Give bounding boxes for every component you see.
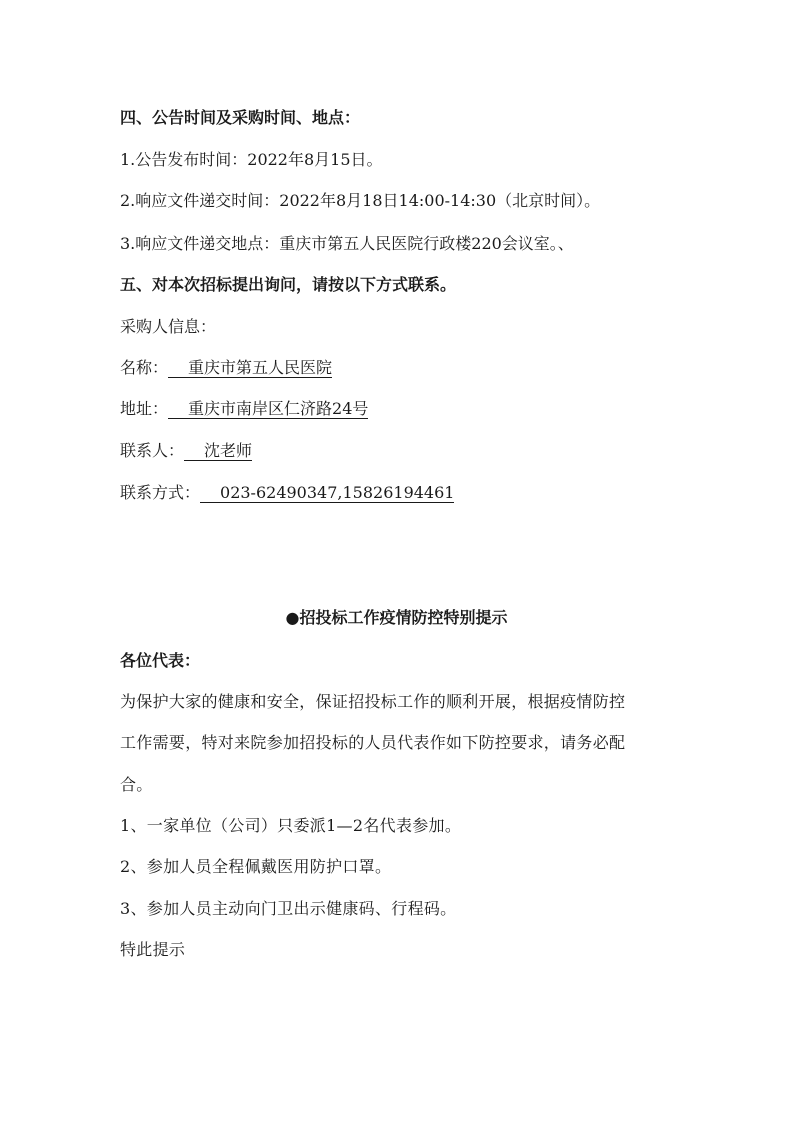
notice-rule-2: 2、参加人员全程佩戴医用防护口罩。 bbox=[120, 857, 392, 876]
announcement-time: 1.公告发布时间：2022年8月15日。 bbox=[120, 150, 383, 169]
phone-label: 联系方式： bbox=[120, 483, 201, 502]
purchaser-phone-row bbox=[120, 483, 454, 503]
section4-heading: 四、公告时间及采购时间、地点： bbox=[120, 108, 361, 127]
name-label: 名称： bbox=[120, 358, 169, 377]
purchaser-info-label: 采购人信息： bbox=[120, 317, 217, 336]
submission-time: 2.响应文件递交时间：2022年8月18日14:00-14:30（北京时间）。 bbox=[120, 191, 601, 210]
notice-rule-1: 1、一家单位（公司）只委派1—2名代表参加。 bbox=[120, 816, 462, 835]
notice-paragraph-line-3: 合。 bbox=[120, 775, 153, 794]
notice-paragraph-line-1: 为保护大家的健康和安全，保证招投标工作的顺利开展，根据疫情防控 bbox=[120, 692, 626, 711]
notice-greeting: 各位代表： bbox=[120, 651, 201, 670]
address-value: 重庆市南岸区仁济路24号 bbox=[168, 399, 368, 419]
phone-value: 023-62490347,15826194461 bbox=[200, 483, 454, 503]
purchaser-address-row bbox=[120, 399, 368, 419]
section5-heading: 五、对本次招标提出询问，请按以下方式联系。 bbox=[120, 275, 457, 294]
contact-label: 联系人： bbox=[120, 441, 185, 460]
contact-value: 沈老师 bbox=[184, 441, 252, 461]
address-label: 地址： bbox=[120, 399, 169, 418]
notice-title: ●招投标工作疫情防控特别提示 bbox=[285, 608, 508, 627]
notice-closing: 特此提示 bbox=[120, 940, 186, 959]
purchaser-name-row bbox=[120, 358, 332, 378]
purchaser-contact-row bbox=[120, 441, 252, 461]
notice-rule-3: 3、参加人员主动向门卫出示健康码、行程码。 bbox=[120, 899, 457, 918]
submission-location: 3.响应文件递交地点：重庆市第五人民医院行政楼220会议室。、 bbox=[120, 234, 574, 253]
name-value: 重庆市第五人民医院 bbox=[168, 358, 332, 378]
notice-paragraph-line-2: 工作需要，特对来院参加招投标的人员代表作如下防控要求，请务必配 bbox=[120, 733, 626, 752]
